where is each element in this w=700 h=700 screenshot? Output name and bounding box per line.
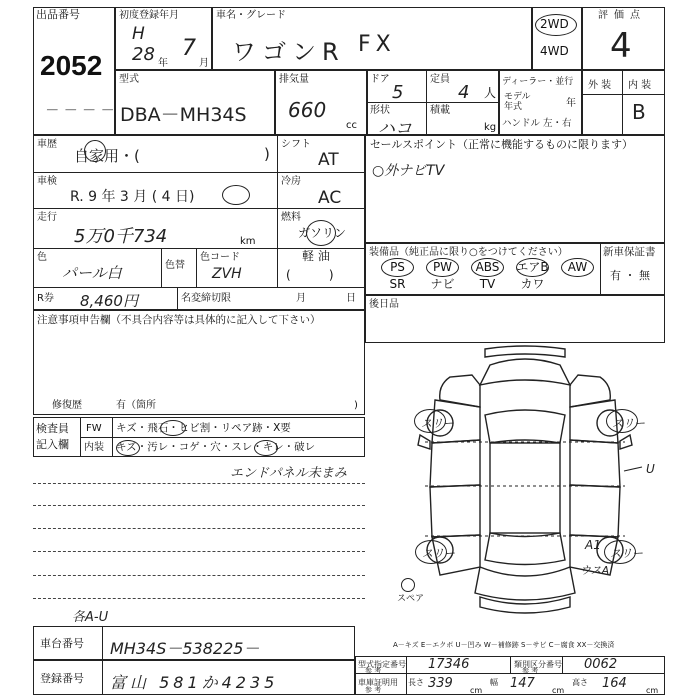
model-designation-label: 型式指定番号 (358, 660, 406, 669)
remark-line-2 (33, 505, 365, 506)
fuel-gas-circle (306, 220, 336, 246)
aftermarket-box (365, 295, 665, 343)
hist-line-2 (33, 208, 365, 209)
color-label: 色 (37, 252, 47, 263)
remark-line-6 (33, 598, 365, 599)
remark-line-1 (33, 483, 365, 484)
equip-r1-circle-1 (426, 258, 459, 277)
length-unit: cm (470, 686, 483, 695)
mark-u: U (646, 462, 655, 476)
hist-line-4 (33, 287, 365, 288)
door-label: ドア (370, 74, 390, 85)
inspection-circle (222, 185, 250, 205)
inspector-label-2: 記入欄 (36, 438, 69, 451)
repair-value: 有（箇所 (116, 400, 156, 411)
lot-number: 2052 (40, 50, 103, 81)
plate-value: 富山 581か4235 (110, 673, 279, 692)
hist-line-1 (33, 172, 365, 173)
model-year-label: モデル年式 (504, 92, 531, 112)
hist-vline (277, 135, 278, 287)
equip-r2-1: ナビ (430, 277, 455, 291)
score: 4 (610, 26, 632, 66)
capacity-unit: 人 (484, 86, 497, 100)
fw-circle (160, 420, 186, 436)
inspector-label-1: 検査員 (36, 422, 69, 435)
grade: FX (358, 32, 396, 57)
shape-value: ハコ (378, 119, 412, 139)
aftermarket-label: 後日品 (369, 299, 399, 310)
mark-a1: A1 (585, 538, 601, 552)
mark-circle-4 (604, 540, 636, 564)
mileage-value: 5万0千734 (74, 226, 168, 247)
capacity-label: 定員 (430, 74, 450, 85)
sales-box (365, 135, 665, 243)
cert-sub: 参 考 (365, 686, 382, 694)
type-value: DBA－MH34S (120, 104, 247, 126)
transfer-month: 月 (296, 293, 306, 304)
recycle-value: 8,460円 (80, 292, 138, 310)
interior-grade: B (632, 100, 646, 124)
equip-r1-circle-4 (561, 258, 594, 277)
first-reg-label: 初度登録年月 (119, 10, 179, 21)
category-sub: 参 考 (522, 667, 539, 675)
year: 28 (132, 44, 155, 65)
lot-label: 出品番号 (36, 8, 80, 21)
remark-line-5 (33, 575, 365, 576)
int-circle-1 (116, 440, 140, 456)
ext-int-hdivider (582, 94, 665, 95)
lot-dash: － － － － (44, 103, 114, 119)
notice-label: 注意事項申告欄（不具合内容等は具体的に記入して下さい） (37, 314, 321, 326)
equip-r2-3: カワ (520, 277, 545, 291)
drive-4wd: 4WD (540, 44, 569, 58)
ac-value: AC (318, 188, 342, 208)
drive-2wd: 2WD (540, 17, 569, 31)
model-name: ワゴンR (232, 38, 345, 66)
inspection-value: R. 9 年 3 月 ( 4 日) (70, 189, 195, 205)
mark-circle-2 (606, 409, 638, 433)
door-value: 5 (392, 82, 404, 103)
shift-label: シフト (281, 139, 311, 150)
history-value: 自家用・( (74, 147, 140, 165)
equip-r2-2: TV (479, 277, 496, 291)
fw-items: キズ・飛石・ヒビ割・リペア跡・X要 (116, 422, 291, 434)
equip-r1-3: エアB (516, 260, 549, 274)
door-divider (367, 102, 499, 103)
mark-front-left: スリー (421, 417, 454, 430)
mark-usa: ウスA (580, 564, 610, 577)
equip-r1-4: AW (567, 260, 588, 274)
inspection-label: 車検 (37, 176, 57, 187)
width-value: 147 (510, 676, 535, 691)
chassis-value: MH34S－538225－ (110, 639, 260, 658)
month-suffix: 月 (199, 58, 209, 69)
load-label: 積載 (430, 105, 450, 116)
car-damage-diagram (380, 345, 670, 620)
height-label: 高さ (572, 678, 588, 687)
fw-label: FW (86, 423, 102, 434)
height-unit: cm (646, 686, 659, 695)
model-grade-label: 車名・グレード (216, 10, 286, 21)
color-value: パール白 (62, 264, 122, 282)
spare-label: スペア (397, 594, 425, 604)
fuel-gas: ガソリン (298, 226, 347, 240)
type-label: 型式 (119, 74, 139, 85)
chassis-divider (102, 626, 103, 660)
equip-r1-1: PW (432, 260, 453, 274)
equip-r1-circle-2 (471, 258, 504, 277)
mark-circle-3 (415, 540, 447, 564)
equip-r1-circle-0 (381, 258, 414, 277)
equip-r1-circle-3 (516, 258, 549, 277)
plate-label: 登録番号 (40, 672, 84, 685)
remark-1: エンドパネル未まみ (230, 466, 347, 481)
history-close: ) (264, 145, 270, 163)
mark-front-right: スリー (612, 417, 645, 430)
color-vline-2 (196, 248, 197, 287)
remark-line-4 (33, 551, 365, 552)
category-label: 類別区分番号 (514, 660, 562, 669)
color-change-label: 色替 (165, 260, 185, 271)
era: H (132, 24, 145, 44)
designation-vline-1 (406, 656, 407, 695)
color-code-label: 色コード (200, 252, 240, 263)
displacement-label: 排気量 (279, 74, 309, 85)
equip-r2-0: SR (389, 277, 406, 291)
model-designation-sub: 参 考 (365, 667, 382, 675)
legend: A－キズ E－エクボ U－凹み W－補修跡 S－サビ C－腐食 XX－交換済 (393, 641, 615, 649)
ext-int-divider (622, 70, 623, 135)
sales-label: セールスポイント（正常に機能するものに限ります） (370, 138, 634, 151)
recycle-vline (177, 287, 178, 310)
sales-value: ○外ナビTV (372, 163, 445, 179)
shape-label: 形状 (370, 105, 390, 116)
warranty-label: 新車保証書 (603, 246, 656, 258)
remark-2: 各A-U (72, 610, 109, 625)
equip-r1-2: ABS (475, 260, 500, 274)
model-year-unit: 年 (566, 98, 576, 109)
door-vdivider (426, 70, 427, 135)
repair-close: ) (354, 400, 358, 411)
mark-circle-1 (414, 409, 446, 433)
shift-value: AT (318, 150, 339, 170)
designation-hline (355, 673, 665, 674)
mark-rear-right: スリー (610, 547, 643, 560)
inspector-hline (80, 437, 365, 438)
color-code-value: ZVH (212, 266, 242, 282)
exterior-label: 外 装 (588, 80, 612, 91)
interior-items: キズ・汚レ・コゲ・穴・スレ・キレ・破レ (116, 441, 316, 453)
load-unit: kg (484, 122, 497, 133)
length-label: 長さ (408, 678, 424, 687)
handle-label: ハンドル 左・右 (502, 118, 572, 129)
equip-r1-0: PS (390, 260, 405, 274)
score-label: 評価点 (598, 10, 646, 21)
ac-label: 冷房 (281, 176, 301, 187)
equipment-label: 装備品（純正品に限り○をつけてください） (369, 247, 568, 258)
interior-notes-label: 内装 (84, 442, 104, 453)
displacement-value: 660 (288, 98, 327, 122)
spare-circle (401, 578, 415, 592)
width-label: 幅 (490, 678, 498, 687)
recycle-label: R券 (37, 293, 54, 304)
history-label: 車歴 (37, 139, 57, 150)
month: 7 (182, 36, 196, 61)
int-circle-2 (254, 440, 278, 456)
year-suffix: 年 (158, 58, 168, 69)
model-designation-value: 17346 (428, 657, 470, 672)
displacement-unit: cc (346, 120, 357, 131)
height-value: 164 (602, 676, 627, 691)
capacity-value: 4 (458, 82, 470, 103)
cert-label: 車庫証明用 (358, 678, 398, 687)
mark-rear-left: スリー (422, 547, 455, 560)
color-vline-1 (161, 248, 162, 287)
mileage-unit: km (240, 236, 256, 247)
interior-label: 内 装 (628, 80, 652, 91)
repair-label: 修復歴 (52, 400, 82, 411)
fuel-label: 燃料 (281, 212, 301, 223)
fuel-paren: ( ) (286, 268, 334, 282)
width-unit: cm (552, 686, 565, 695)
transfer-label: 名変締切限 (181, 293, 231, 304)
category-value: 0062 (584, 657, 618, 672)
mileage-label: 走行 (37, 212, 57, 223)
length-value: 339 (428, 676, 453, 691)
fuel-diesel: 軽 油 (302, 249, 330, 263)
designation-vline-2 (510, 656, 511, 673)
warranty-value: 有 ・ 無 (610, 269, 650, 282)
dealer-label: ディーラー・並行 (502, 77, 574, 87)
transfer-day: 日 (346, 293, 356, 304)
designation-vline-3 (562, 656, 563, 673)
remark-line-3 (33, 528, 365, 529)
chassis-label: 車台番号 (40, 637, 84, 650)
plate-divider (102, 660, 103, 695)
equipment-divider (600, 243, 601, 295)
